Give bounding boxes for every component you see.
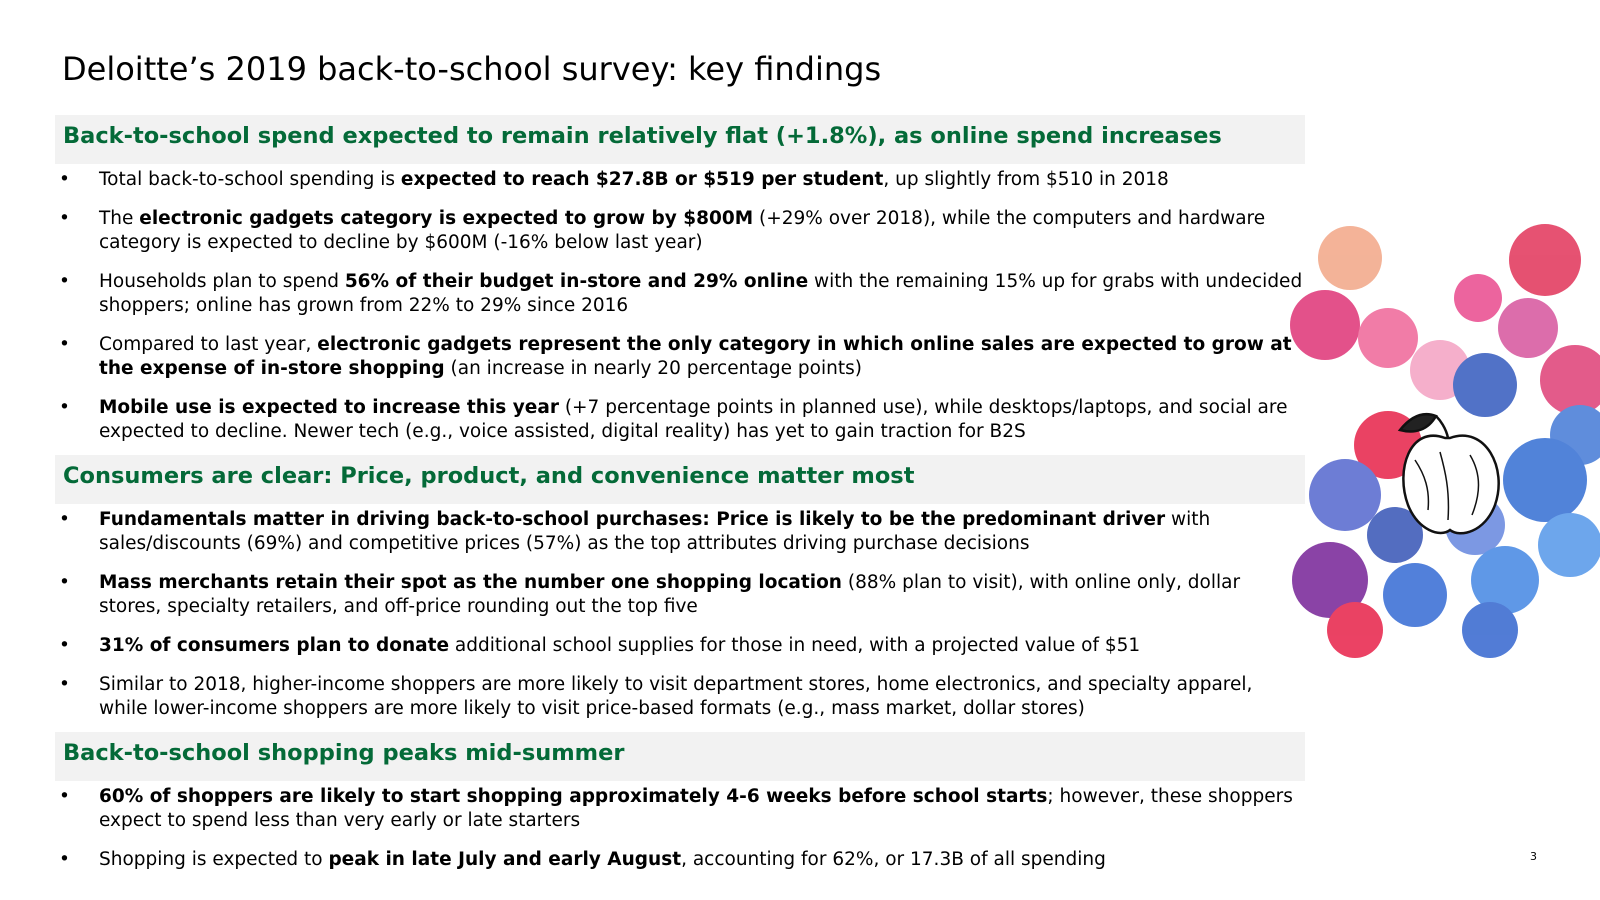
bullet-item: • 31% of consumers plan to donate additional school supplies for those in need, with a projected value of $51 <box>59 635 1141 656</box>
section-bullets-timing <box>55 785 1305 883</box>
bullet-item: • Mass merchants retain their spot as the number one shopping location (88% plan to visit), with online only, dollar stores, specialty retailers, and off-price rounding out the top five <box>59 572 1241 617</box>
section-bullets-spend <box>55 168 1305 455</box>
bullet-item: • Total back-to-school spending is expected to reach $27.8B or $519 per student, up slightly from $510 in 2018 <box>59 169 1169 190</box>
bullet-item: • Fundamentals matter in driving back-to-school purchases: Price is likely to be the predominant driver with sales/discounts (69%) and competitive prices (57%) as the top attributes driving purchase decisions <box>59 509 1211 554</box>
bullet-item: • The electronic gadgets category is expected to grow by $800M (+29% over 2018), while the computers and hardware category is expected to decline by $600M (-16% below last year) <box>59 208 1266 253</box>
section-heading-consumers: Consumers are clear: Price, product, and convenience matter most <box>55 455 1305 504</box>
bullet-item: • Similar to 2018, higher-income shoppers are more likely to visit department stores, home electronics, and specialty apparel, while lower-income shoppers are more likely to visit price-based formats (e.g., mass market, dollar stores) <box>59 674 1253 719</box>
section-heading-timing: Back-to-school shopping peaks mid-summer <box>55 732 1305 781</box>
bullet-item: • Households plan to spend 56% of their budget in-store and 29% online with the remaining 15% up for grabs with undecided shoppers; online has grown from 22% to 29% since 2016 <box>59 271 1303 316</box>
apple-icon <box>1400 414 1499 533</box>
bullet-item: • 60% of shoppers are likely to start shopping approximately 4-6 weeks before school starts; however, these shoppers expect to spend less than very early or late starters <box>59 786 1293 831</box>
watercolor-dots-apple-illustration <box>1290 220 1600 670</box>
page-title: Deloitte’s 2019 back-to-school survey: key findings <box>62 50 882 88</box>
section-heading-spend: Back-to-school spend expected to remain relatively flat (+1.8%), as online spend increases <box>55 115 1305 164</box>
section-bullets-consumers <box>55 508 1305 732</box>
bullet-item: • Shopping is expected to peak in late July and early August, accounting for 62%, or 17.3B of all spending <box>59 849 1106 870</box>
bullet-item: • Mobile use is expected to increase this year (+7 percentage points in planned use), while desktops/laptops, and social are expected to decline. Newer tech (e.g., voice assisted, digital reality) has yet to gain traction for B2S <box>59 397 1288 442</box>
bullet-item: • Compared to last year, electronic gadgets represent the only category in which online sales are expected to grow at the expense of in-store shopping (an increase in nearly 20 percentage points) <box>59 334 1292 379</box>
findings-content <box>55 115 1305 883</box>
page-number: 3 <box>1530 850 1537 863</box>
